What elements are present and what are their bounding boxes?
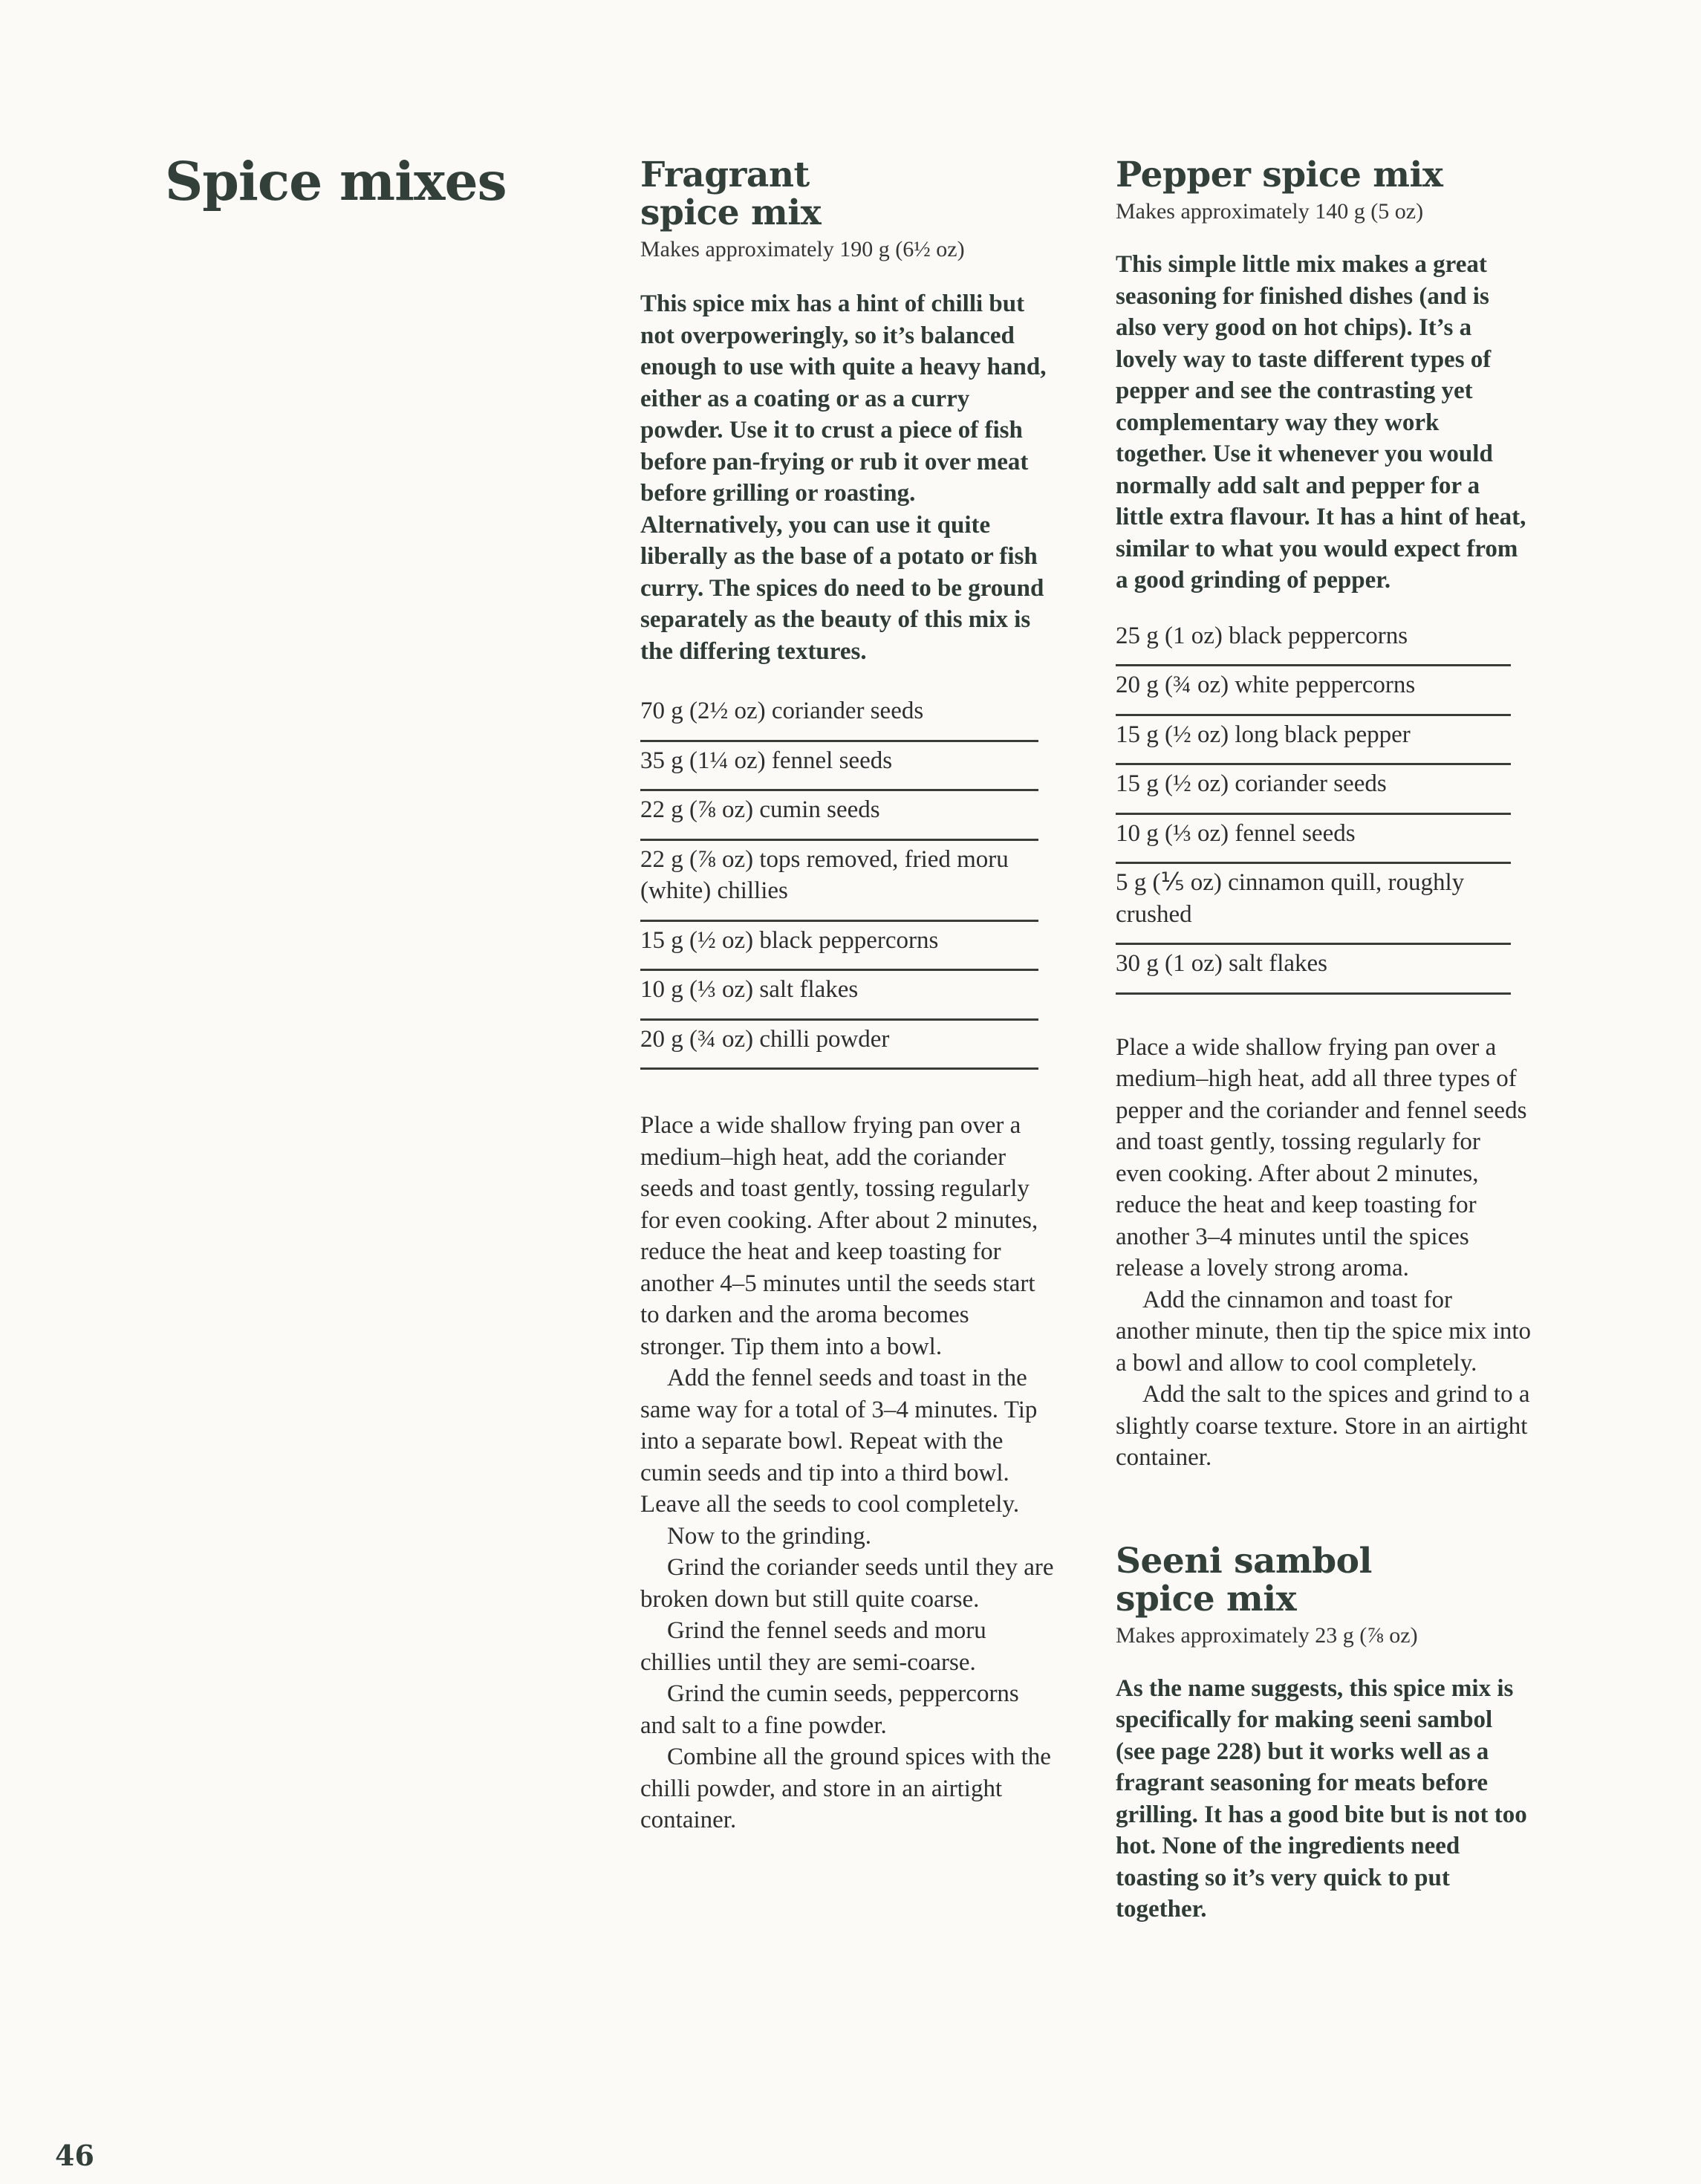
method-step: Add the cinnamon and toast for another minute, then tip the spice mix into a bowl and allow to cool completely.	[1116, 1286, 1532, 1377]
ingredient-list	[1116, 619, 1511, 995]
ingredient-item: 35 g (1¼ oz) fennel seeds	[640, 742, 1038, 792]
method-step: Add the salt to the spices and grind to a slightly coarse texture. Store in an airtight container.	[1116, 1381, 1530, 1471]
recipe-title-line-2: spice mix	[1116, 1578, 1297, 1619]
recipe-title-line-2: spice mix	[640, 192, 822, 233]
recipe-intro: As the name suggests, this spice mix is specifically for making seeni sambol (see page 228) but it works well as a fragrant seasoning for meats before grilling. It has a good bite but is not too hot. None of the ingredients need toasting so it’s very quick to put together.	[1116, 1674, 1527, 1923]
ingredient-item: 5 g (⅕ oz) cinnamon quill, roughly crushed	[1116, 864, 1511, 945]
recipe-title	[640, 156, 1056, 232]
method	[640, 1110, 1056, 1836]
recipe-title-line-1: Seeni sambol	[1116, 1540, 1372, 1582]
recipe-yield: Makes approximately 190 g (6½ oz)	[640, 237, 965, 261]
method-step: Grind the fennel seeds and moru chillies until they are semi-coarse.	[640, 1617, 986, 1676]
method-step: Place a wide shallow frying pan over a medium–high heat, add all three types of pepper and the coriander and fennel seeds and toast gently, tossing regularly for even cooking. After about 2 minutes, reduce the heat and keep toasting for another 3–4 minutes until the spices release a lovely strong aroma.	[1116, 1033, 1527, 1281]
method	[1116, 1032, 1532, 1474]
seeni-sambol-spice-mix-recipe	[1116, 1542, 1532, 1925]
ingredient-item: 25 g (1 oz) black peppercorns	[1116, 619, 1511, 667]
method-step: Place a wide shallow frying pan over a medium–high heat, add the coriander seeds and toast gently, tossing regularly for even cooking. After about 2 minutes, reduce the heat and keep toasting for another 4–5 minutes until the seeds start to darken and the aroma becomes stronger. Tip them into a bowl.	[640, 1112, 1038, 1360]
page-number: 46	[55, 2139, 94, 2172]
method-step: Grind the cumin seeds, peppercorns and salt to a fine powder.	[640, 1680, 1019, 1739]
ingredient-item: 10 g (⅓ oz) salt flakes	[640, 971, 1038, 1021]
ingredient-item: 20 g (¾ oz) chilli powder	[640, 1021, 1038, 1070]
recipe-title-line-1: Fragrant	[640, 155, 810, 195]
right-column	[1116, 156, 1532, 1925]
fragrant-spice-mix-recipe	[640, 156, 1056, 1836]
recipe-title	[1116, 1542, 1532, 1618]
ingredient-item: 15 g (½ oz) coriander seeds	[1116, 765, 1511, 815]
ingredient-item: 22 g (⅞ oz) tops removed, fried moru (white) chillies	[640, 841, 1038, 922]
recipe-title: Pepper spice mix	[1116, 155, 1443, 195]
ingredient-item: 20 g (¾ oz) white peppercorns	[1116, 666, 1511, 716]
ingredient-item: 30 g (1 oz) salt flakes	[1116, 945, 1511, 995]
ingredient-item: 10 g (⅓ oz) fennel seeds	[1116, 815, 1511, 865]
method-step: Combine all the ground spices with the chilli powder, and store in an airtight container.	[640, 1743, 1051, 1833]
pepper-spice-mix-recipe	[1116, 156, 1532, 1474]
ingredient-list	[640, 694, 1038, 1070]
page-title: Spice mixes	[165, 150, 507, 212]
recipe-intro: This simple little mix makes a great seasoning for finished dishes (and is also very good on hot chips). It’s a lovely way to taste different types of pepper and see the contrasting yet complementary way they work together. Use it whenever you would normally add salt and pepper for a little extra flavour. It has a hint of heat, similar to what you would expect from a good grinding of pepper.	[1116, 251, 1526, 594]
ingredient-item: 22 g (⅞ oz) cumin seeds	[640, 791, 1038, 841]
recipe-yield: Makes approximately 140 g (5 oz)	[1116, 199, 1424, 224]
recipe-yield: Makes approximately 23 g (⅞ oz)	[1116, 1622, 1418, 1648]
method-step: Add the fennel seeds and toast in the same way for a total of 3–4 minutes. Tip into a separate bowl. Repeat with the cumin seeds and tip into a third bowl. Leave all the seeds to cool completely.	[640, 1365, 1038, 1518]
ingredient-item: 15 g (½ oz) long black pepper	[1116, 716, 1511, 766]
method-step: Grind the coriander seeds until they are broken down but still quite coarse.	[640, 1554, 1054, 1613]
method-step: Now to the grinding.	[667, 1522, 871, 1550]
recipe-intro: This spice mix has a hint of chilli but not overpoweringly, so it’s balanced enough to use with quite a heavy hand, either as a coating or as a curry powder. Use it to crust a piece of fish before pan-frying or rub it over meat before grilling or roasting. Alternatively, you can use it quite liberally as the base of a potato or fish curry. The spices do need to be ground separately as the beauty of this mix is the differing textures.	[640, 290, 1047, 665]
ingredient-item: 15 g (½ oz) black peppercorns	[640, 922, 1038, 972]
ingredient-item: 70 g (2½ oz) coriander seeds	[640, 694, 1038, 742]
